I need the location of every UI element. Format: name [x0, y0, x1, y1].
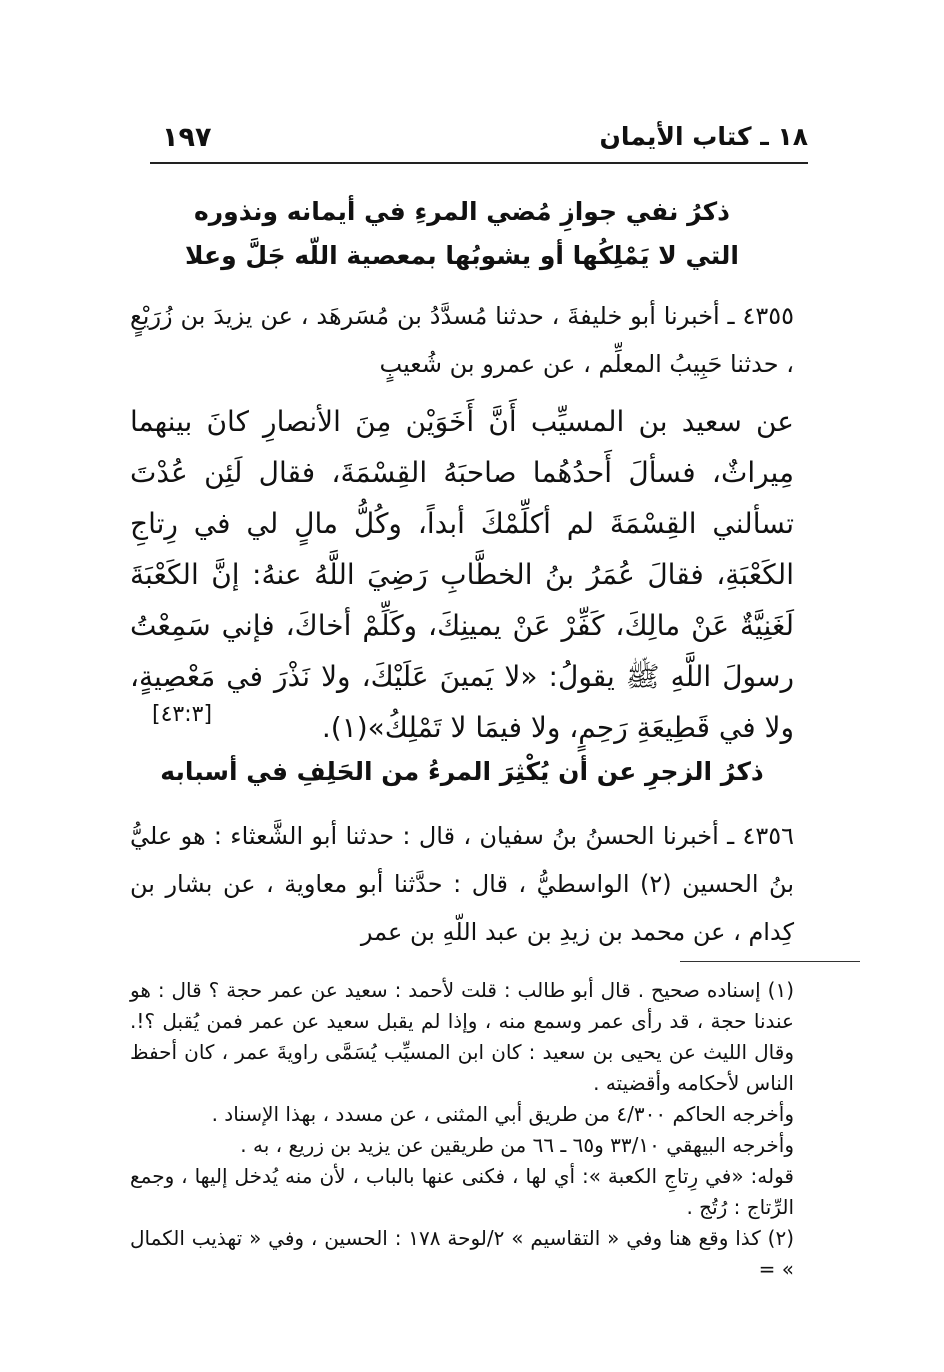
- hadith-4355-matn-text: عن سعيد بن المسيِّب أَنَّ أَخَوَيْن مِنَ الأنصارِ كانَ بينهما مِيراثٌ، فسألَ أَحدُهُما صاحبَهُ القِسْمَةَ، فقال لَئِن عُدْتَ تسألني القِسْمَةَ لم أكلِّمْكَ أبداً، وكُلُّ مالٍ لي في رِتاجِ الكَعْبَةِ، فقالَ عُمَرُ بنُ الخطَّابِ رَضِيَ اللَّهُ عنهُ: إنَّ الكَعْبَةَ لَغَنِيَّةٌ عَنْ مالِكَ، كَفِّرْ عَنْ يمينِكَ، وكَلِّمْ أخاكَ، فإني سَمِعْتُ رسولَ اللَّهِ ﷺ يقولُ: «لا يَمينَ عَلَيْكَ، ولا نَذْرَ في مَعْصِيةٍ، ولا في قَطِيعَةِ رَحِمٍ، ولا فيمَا لا تَمْلِكُ»(١).: [130, 405, 794, 744]
- hadith-4355-isnad: ٤٣٥٥ ـ أخبرنا أبو خليفةَ ، حدثنا مُسدَّدُ بن مُسَرهَد ، عن يزيدَ بن زُرَيْعٍ ، حدثنا حَبِيبُ المعلِّم ، عن عمرو بن شُعيبٍ: [130, 302, 794, 378]
- footnote-1-para-4: قوله: «في رِتاجِ الكعبة »: أي لها ، فكنى عنها بالباب ، لأن منه يُدخل إليها ، وجمع الرِّتاج : رُتُج .: [130, 1164, 794, 1219]
- footnote-1-para-3: وأخرجه البيهقي ٣٣/١٠ و٦٥ ـ ٦٦ من طريقين عن يزيد بن زريع ، به .: [240, 1133, 794, 1157]
- section-heading-1-line2: التي لا يَمْلِكُها أو يشوبُها بمعصية اللّه جَلَّ وعلا: [185, 241, 739, 270]
- section-heading-2: ذكرُ الزجرِ عن أن يُكْثِرَ المرءُ من الحَلِفِ في أسبابه: [160, 757, 764, 786]
- running-header: [150, 118, 808, 164]
- footnote-1-para-1: (١) إسناده صحيح . قال أبو طالب : قلت لأحمد : سعيد عن عمر حجة ؟ قال : هو عندنا حجة ، قد رأى عمر وسمع منه ، وإذا لم يقبل سعيد عن عمر فمن يُقبل ؟!. وقال الليث عن يحيى بن سعيد : كان ابن المسيِّب يُسَمَّى راويةَ عمر ، كان أحفظ الناس لأحكامه وأقضيته .: [130, 978, 794, 1095]
- footnote-2: (٢) كذا وقع هنا وفي « التقاسيم » ٢/لوحة ١٧٨ : الحسين ، وفي « تهذيب الكمال » =: [130, 1226, 795, 1281]
- section-heading-1: [130, 190, 794, 278]
- section-heading-1-line1: ذكرُ نفي جوازِ مُضي المرءِ في أيمانه ونذوره: [194, 197, 730, 226]
- footnotes: [130, 975, 794, 1285]
- hadith-4355-reference: [٤٣:٣]: [152, 702, 213, 727]
- page-number: ١٩٧: [162, 122, 212, 153]
- hadith-4355-matn: [130, 396, 794, 757]
- footnote-1-para-2: وأخرجه الحاكم ٤/٣٠٠ من طريق أبي المثنى ، عن مسدد ، بهذا الإسناد .: [211, 1102, 794, 1126]
- hadith-4356-isnad: ٤٣٥٦ ـ أخبرنا الحسنُ بنُ سفيان ، قال : حدثنا أبو الشَّعثاء : هو عليُّ بنُ الحسين (٢) الواسطيُّ ، قال : حدَّثنا أبو معاوية ، عن بشار بن كِدام ، عن محمد بن زيدِ بن عبد اللّهِ بن عمر: [130, 822, 794, 946]
- footnote-separator: [680, 961, 860, 962]
- book-chapter-title: ١٨ ـ كتاب الأيمان: [599, 122, 808, 151]
